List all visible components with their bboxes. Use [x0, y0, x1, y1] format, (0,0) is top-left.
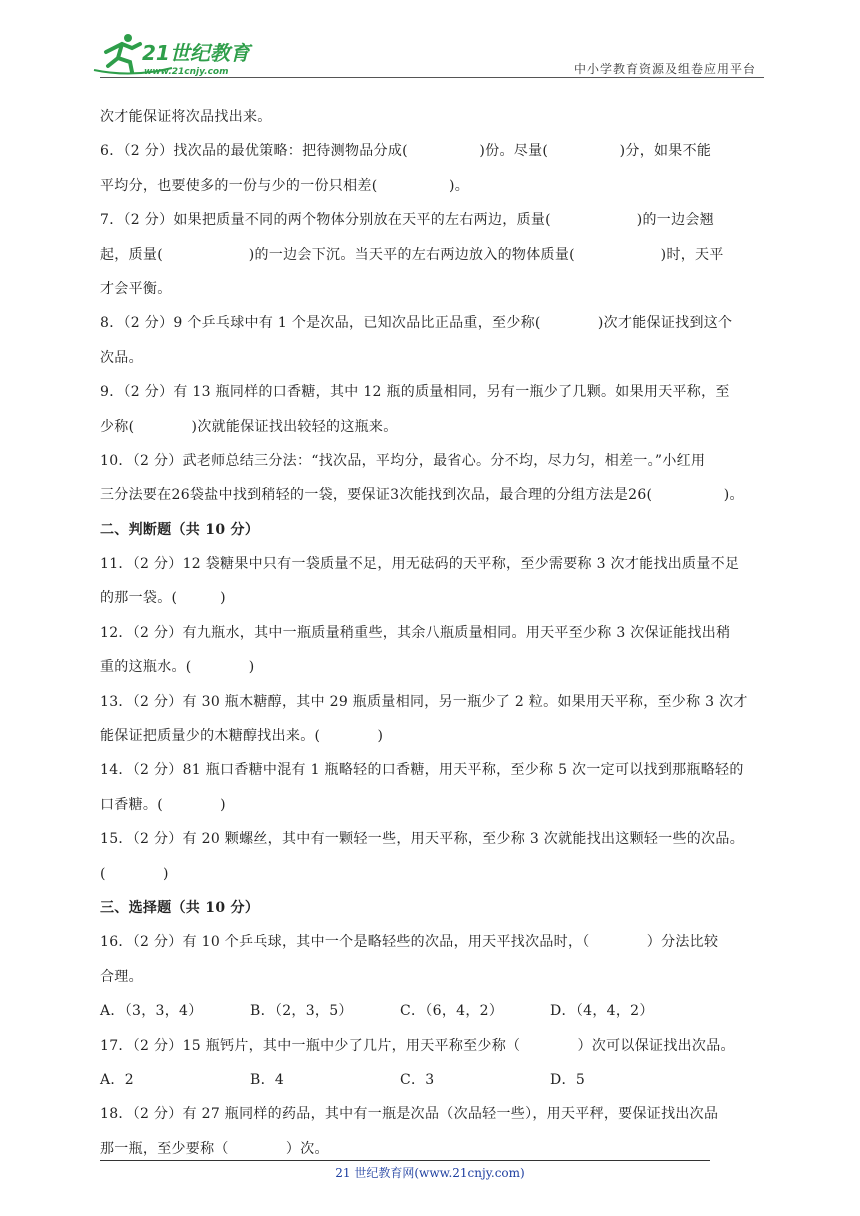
question-18: 18．（2 分）有 27 瓶同样的药品，其中有一瓶是次品（次品轻一些），用天平秤，要保证找出次品 — [100, 1106, 719, 1123]
question-16: 16．（2 分）有 10 个乒乓球，其中一个是略轻些的次品，用天平找次品时，（ ）分法比较 — [100, 934, 719, 951]
header-divider — [100, 77, 764, 78]
q17-options — [100, 1063, 764, 1097]
text-line: 三分法要在26袋盐中找到稍轻的一袋，要保证3次能找到次品，最合理的分组方法是26( )。 — [100, 487, 744, 504]
question-8: 8．（2 分）9 个乒乓球中有 1 个是次品，已知次品比正品重，至少称( )次才能保证找到这个 — [100, 315, 733, 332]
option-c: C．（6，4，2） — [400, 1003, 504, 1020]
text-line: 才会平衡。 — [100, 280, 172, 297]
svg-text:www.21cnjy.com: www.21cnjy.com — [144, 67, 229, 77]
q16-options — [100, 994, 764, 1028]
page-footer: 21 世纪教育网(www.21cnjy.com) — [335, 1166, 525, 1180]
text-line: 的那一袋。( ) — [100, 590, 226, 607]
text-line: 能保证把质量少的木糖醇找出来。( ) — [100, 728, 384, 745]
option-b: B．（2，3，5） — [250, 1003, 353, 1020]
option-d: D．5 — [550, 1071, 586, 1088]
text-line: 次品。 — [100, 349, 143, 366]
text-line: 次才能保证将次品找出来。 — [100, 109, 272, 125]
question-15: 15．（2 分）有 20 颗螺丝，其中有一颗轻一些，用天平称，至少称 3 次就能找出这颗轻一些的次品。 — [100, 831, 744, 848]
question-17: 17．（2 分）15 瓶钙片，其中一瓶中少了几片，用天平称至少称（ ）次可以保证找出次品。 — [100, 1037, 735, 1054]
text-line: 口香糖。( ) — [100, 796, 226, 813]
text-line: 合理。 — [100, 968, 143, 985]
text-line: 重的这瓶水。( ) — [100, 659, 255, 676]
site-logo — [92, 30, 262, 80]
exam-content — [100, 100, 764, 1166]
text-line: 起，质量( )的一边会下沉。当天平的左右两边放入的物体质量( )时，天平 — [100, 246, 724, 263]
platform-label: 中小学教育资源及组卷应用平台 — [573, 62, 756, 76]
section-heading-judgement: 二、判断题（共 10 分） — [100, 521, 260, 538]
option-a: A．（3，3，4） — [100, 1003, 203, 1020]
question-6: 6．（2 分）找次品的最优策略：把待测物品分成( )份。尽量( )分，如果不能 — [100, 143, 712, 160]
question-12: 12．（2 分）有九瓶水，其中一瓶质量稍重些，其余八瓶质量相同。用天平至少称 3 次保证能找出稍 — [100, 624, 731, 641]
option-c: C．3 — [400, 1071, 435, 1088]
question-11: 11．（2 分）12 袋糖果中只有一袋质量不足，用无砝码的天平称，至少需要称 3 次才能找出质量不足 — [100, 556, 740, 573]
text-line: ( ) — [100, 865, 169, 882]
footer-divider — [100, 1160, 710, 1161]
question-14: 14．（2 分）81 瓶口香糖中混有 1 瓶略轻的口香糖，用天平称，至少称 5 次一定可以找到那瓶略轻的 — [100, 762, 744, 779]
text-line: 平均分，也要使多的一份与少的一份只相差( )。 — [100, 177, 470, 194]
section-heading-choice: 三、选择题（共 10 分） — [100, 899, 260, 916]
text-line: 那一瓶，至少要称（ ）次。 — [100, 1140, 329, 1157]
question-9: 9．（2 分）有 13 瓶同样的口香糖，其中 12 瓶的质量相同，另有一瓶少了几颗。如果用天平称，至 — [100, 384, 730, 401]
question-13: 13．（2 分）有 30 瓶木糖醇，其中 29 瓶质量相同，另一瓶少了 2 粒。如果用天平称，至少称 3 次才 — [100, 693, 748, 710]
svg-text:21世纪教育: 21世纪教育 — [142, 41, 250, 65]
question-10: 10．（2 分）武老师总结三分法：“找次品，平均分，最省心。分不均，尽力匀，相差一。”小红用 — [100, 452, 706, 469]
page-header — [0, 0, 860, 80]
option-b: B．4 — [250, 1071, 285, 1088]
question-7: 7．（2 分）如果把质量不同的两个物体分别放在天平的左右两边，质量( )的一边会翘 — [100, 212, 714, 229]
option-d: D．（4，4，2） — [550, 1003, 654, 1020]
option-a: A．2 — [100, 1071, 134, 1088]
text-line: 少称( )次就能保证找出较轻的这瓶来。 — [100, 418, 398, 435]
